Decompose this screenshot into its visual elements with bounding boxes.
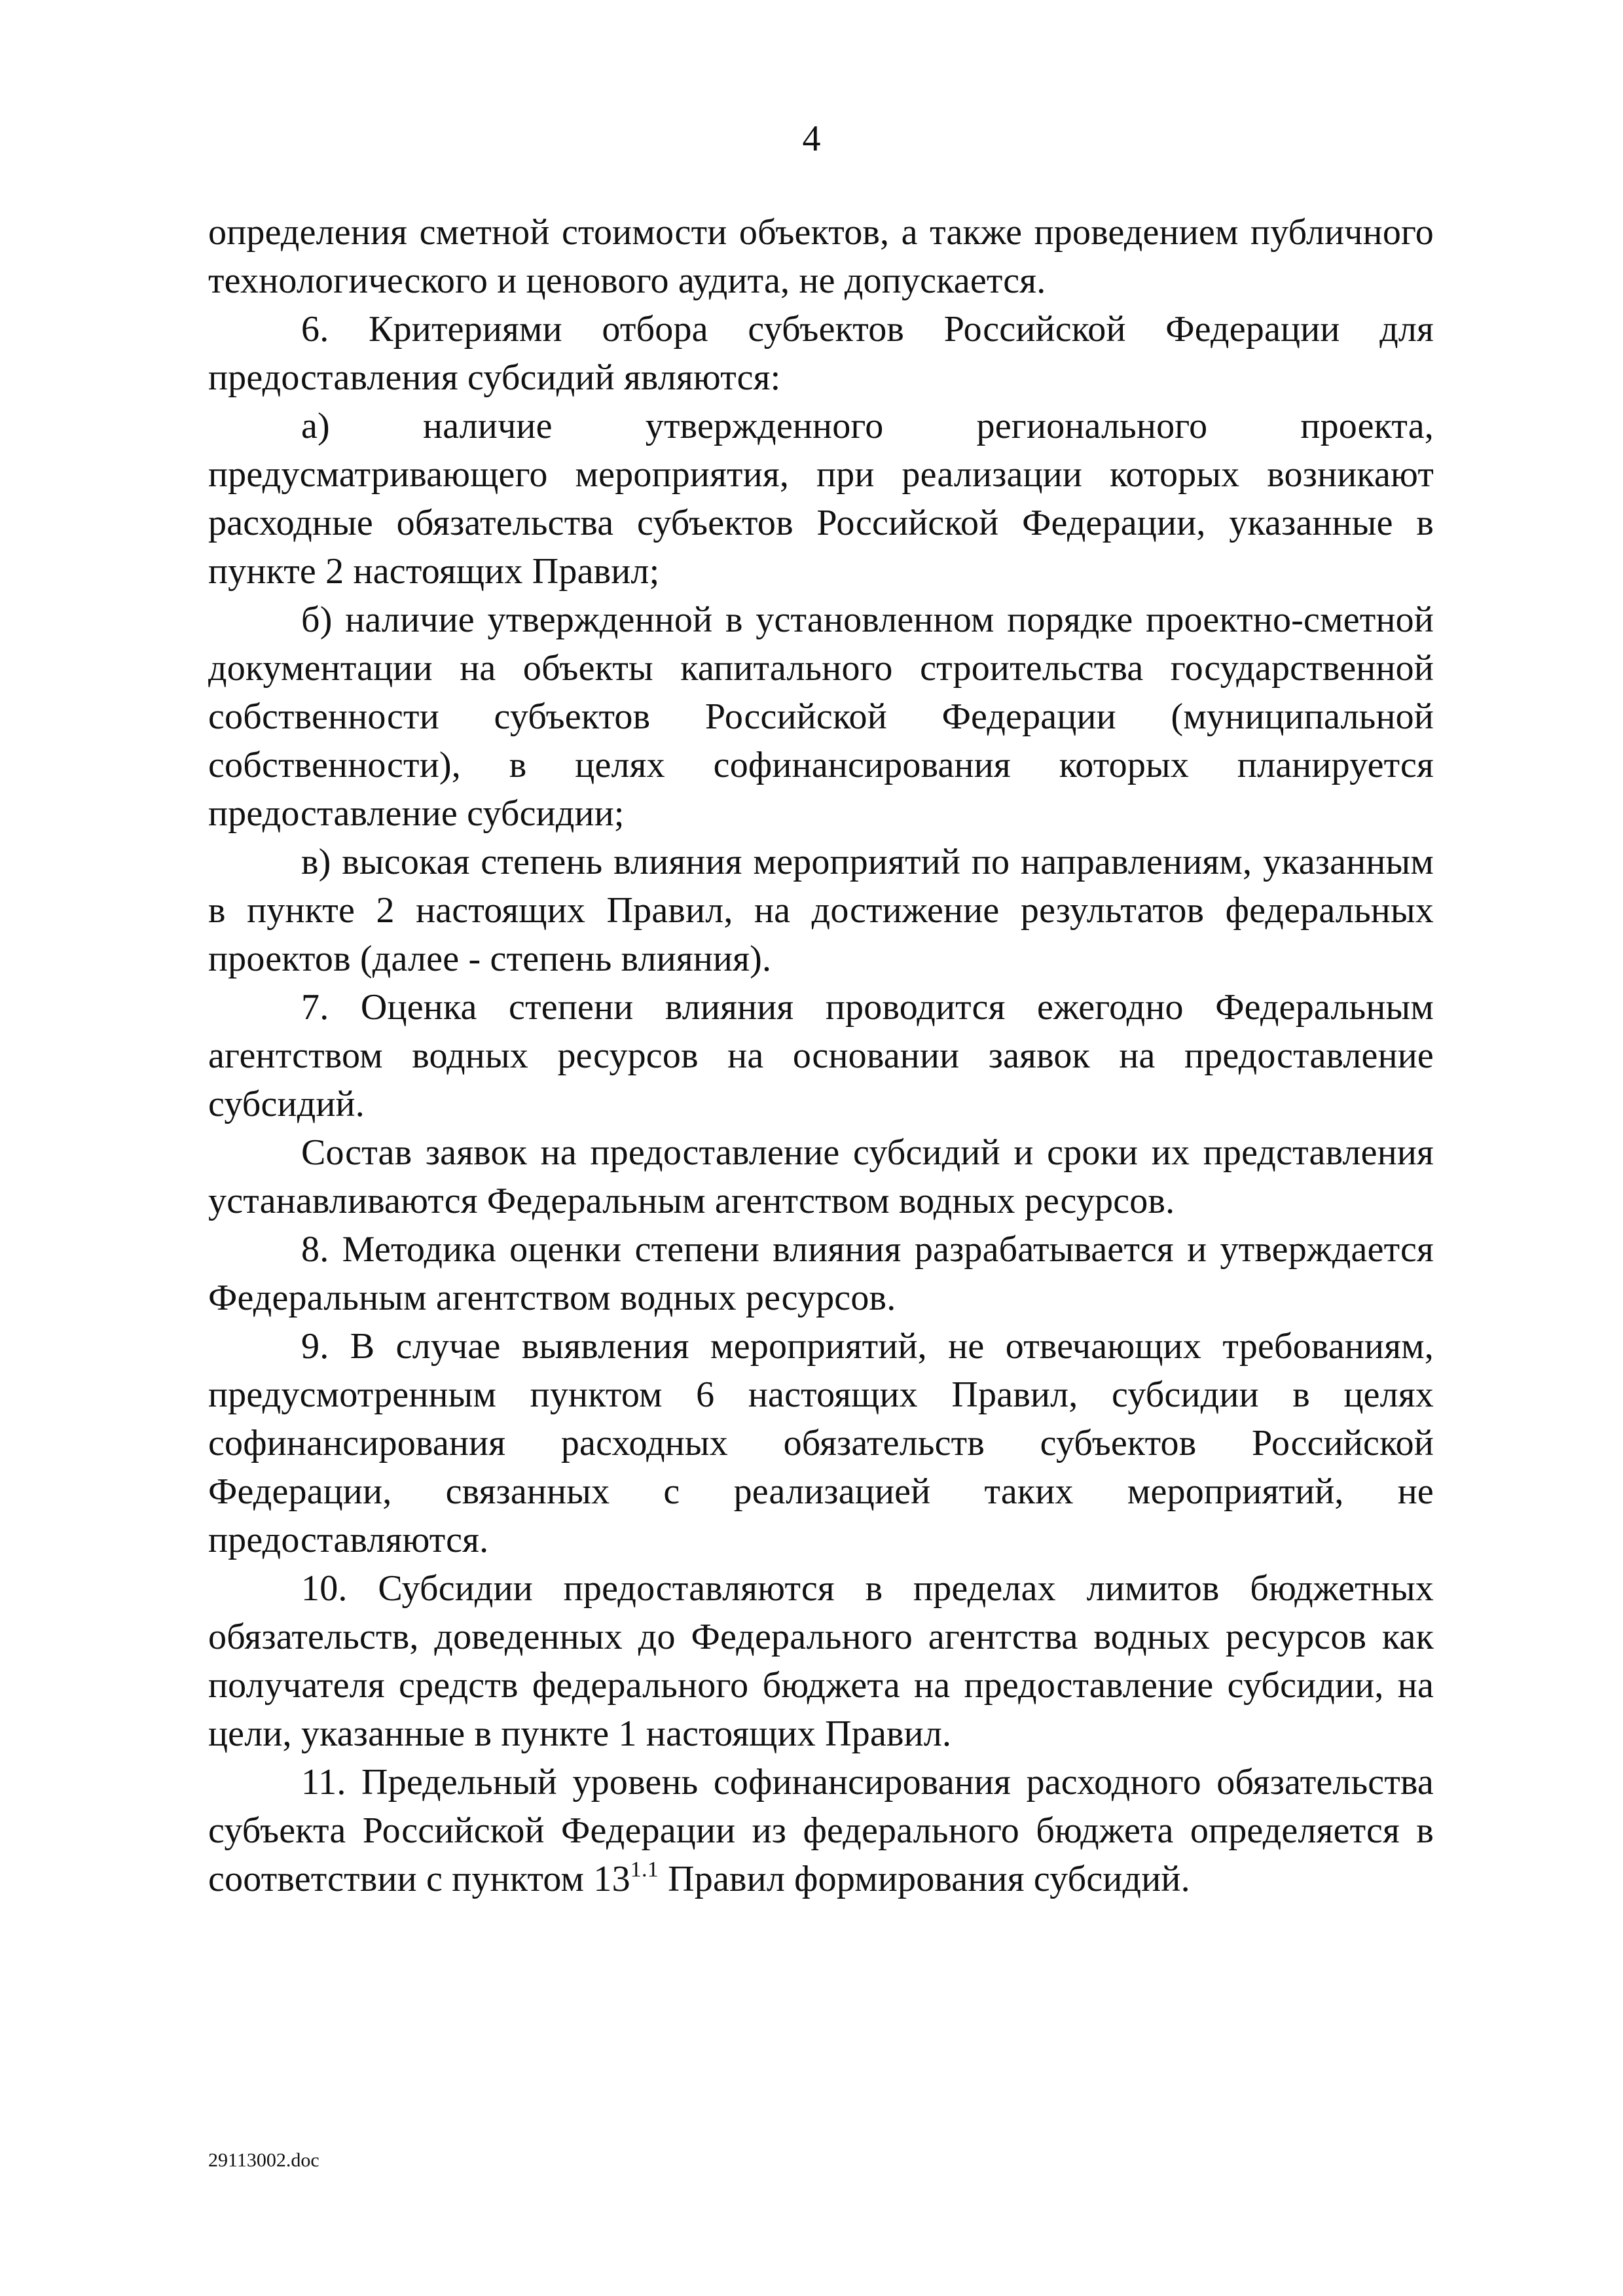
- paragraph-10: 10. Субсидии предоставляются в пределах лимитов бюджетных обязательств, доведенных до Федерального агентства водных ресурсов как получателя средств федерального бюджета на предоставление субсидии, на цели, указанные в пункте 1 настоящих Правил.: [208, 1568, 1434, 1754]
- paragraph-7-applications: Состав заявок на предоставление субсидий и сроки их представления устанавливаются Федеральным агентством водных ресурсов.: [208, 1132, 1434, 1221]
- paragraph-11-text-after: Правил формирования субсидий.: [658, 1859, 1190, 1899]
- paragraph-6a: а) наличие утвержденного регионального проекта, предусматривающего мероприятия, при реализации которых возникают расходные обязательства субъектов Российской Федерации, указанные в пункте 2 настоящих Правил;: [208, 406, 1434, 592]
- paragraph-11: [208, 1758, 1434, 1903]
- paragraph-6v: в) высокая степень влияния мероприятий по направлениям, указанным в пункте 2 настоящих Правил, на достижение результатов федеральных проектов (далее - степень влияния).: [208, 842, 1434, 979]
- paragraph-continuation: определения сметной стоимости объектов, а также проведением публичного технологического и ценового аудита, не допускается.: [208, 212, 1434, 301]
- paragraph-6: 6. Критериями отбора субъектов Российской Федерации для предоставления субсидий являются:: [208, 309, 1434, 398]
- document-body: [208, 208, 1434, 1903]
- paragraph-6b: б) наличие утвержденной в установленном порядке проектно-сметной документации на объекты капитального строительства государственной собственности субъектов Российской Федерации (муниципальной собственности), в целях софинансирования которых планируется предоставление субсидии;: [208, 600, 1434, 834]
- page-number: 4: [802, 118, 821, 159]
- paragraph-9: 9. В случае выявления мероприятий, не отвечающих требованиям, предусмотренным пунктом 6 настоящих Правил, субсидии в целях софинансирования расходных обязательств субъектов Российской Федерации, связанных с реализацией таких мероприятий, не предоставляются.: [208, 1326, 1434, 1560]
- paragraph-7: 7. Оценка степени влияния проводится ежегодно Федеральным агентством водных ресурсов на основании заявок на предоставление субсидий.: [208, 987, 1434, 1124]
- footer-document-code: 29113002.doc: [208, 2149, 319, 2171]
- paragraph-8: 8. Методика оценки степени влияния разрабатывается и утверждается Федеральным агентством водных ресурсов.: [208, 1229, 1434, 1318]
- paragraph-11-superscript: 1.1: [630, 1857, 659, 1882]
- paragraph-11-text-before: 11. Предельный уровень софинансирования расходного обязательства субъекта Российской Федерации из федерального бюджета определяется в соответствии с пунктом 13: [208, 1762, 1434, 1899]
